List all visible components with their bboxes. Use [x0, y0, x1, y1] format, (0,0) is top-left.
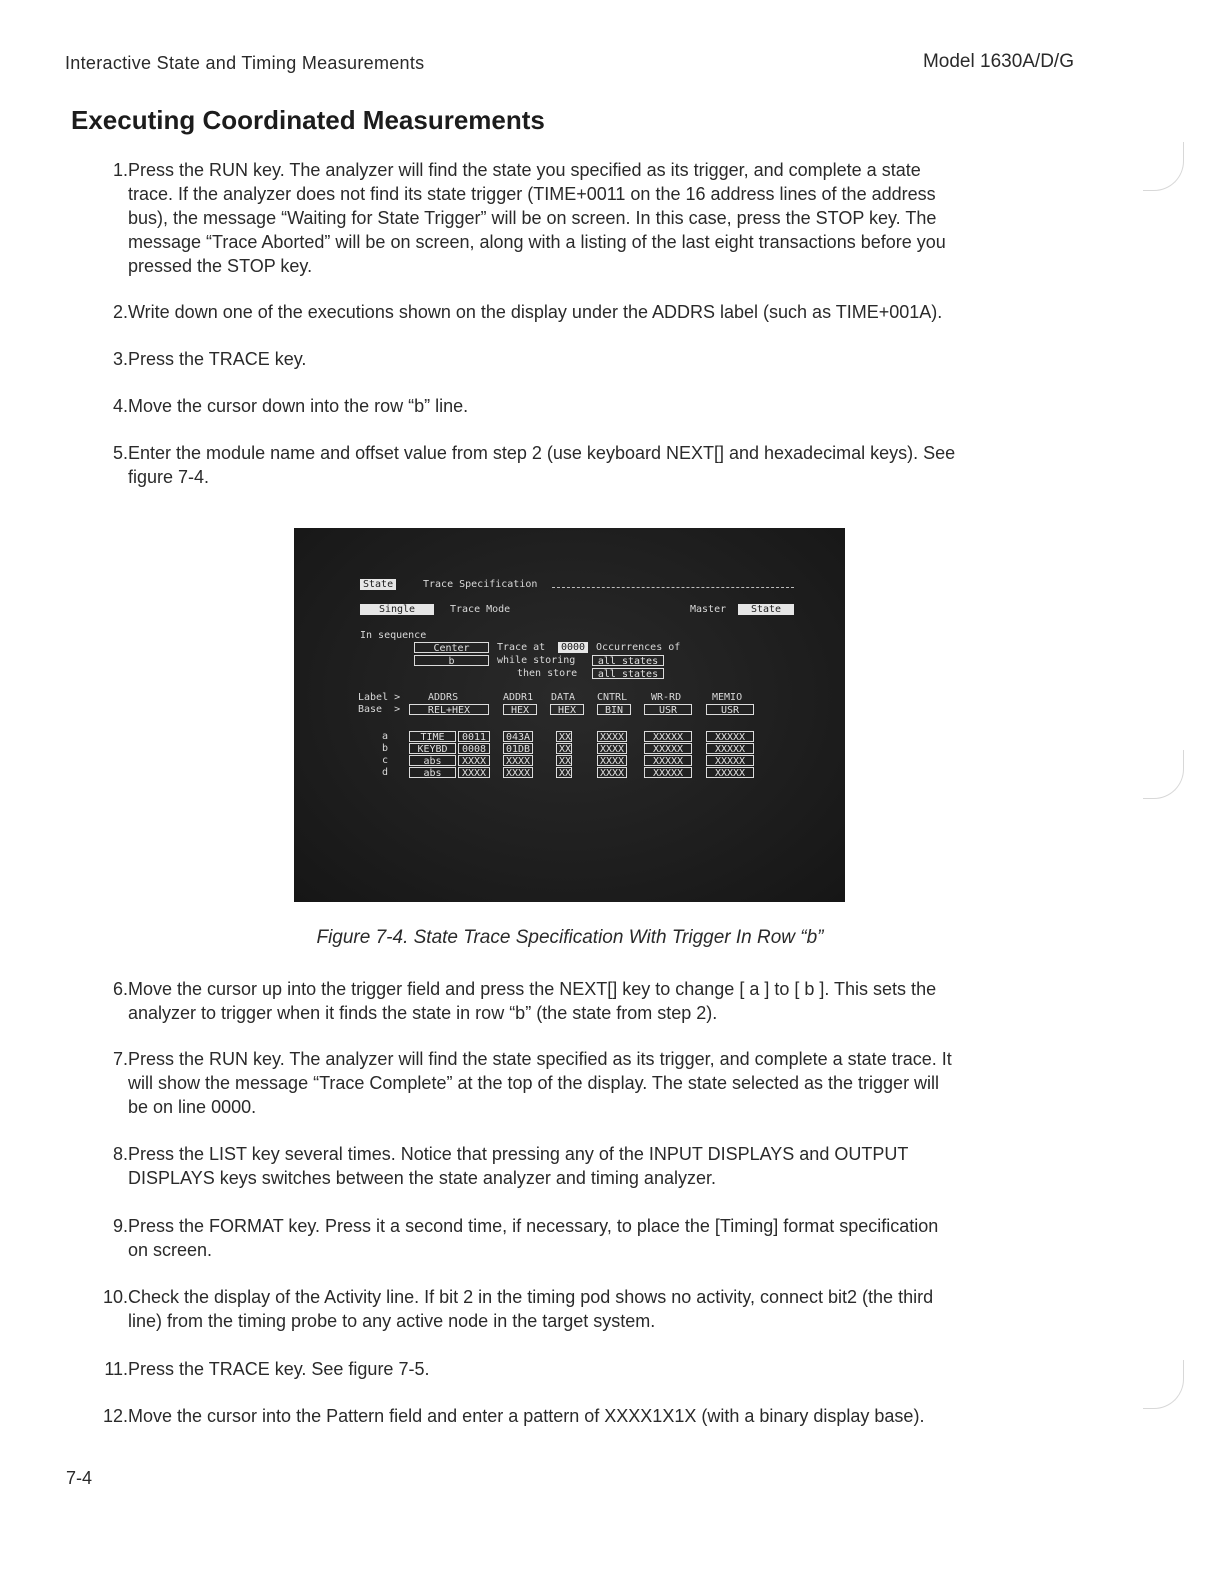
- step-line: Press the RUN key. The analyzer will find the state you specified as its trigger, and complete a state: [128, 160, 921, 180]
- step-12: [96, 1404, 1076, 1428]
- store-field-2: all states: [592, 668, 664, 679]
- binder-hole-mark: [1143, 1360, 1184, 1409]
- label-memio: MEMIO: [712, 692, 743, 703]
- step-number: 5.: [112, 443, 128, 463]
- data-field: XX: [556, 767, 572, 778]
- step-line: line) from the timing probe to any active node in the target system.: [128, 1311, 656, 1331]
- step-number: 4.: [112, 396, 128, 416]
- page-number: 7-4: [66, 1468, 93, 1488]
- base-data: HEX: [550, 704, 584, 715]
- trace-at-label: Trace at: [497, 642, 546, 653]
- master-field: State: [738, 604, 794, 615]
- module-field: KEYBD: [409, 743, 456, 754]
- base-addr1: HEX: [503, 704, 537, 715]
- step-line: trace. If the analyzer does not find its state trigger (TIME+0011 on the 16 address lines of the address: [128, 184, 936, 204]
- step-3: [96, 347, 1076, 371]
- page-header-right: Model 1630A/D/G: [922, 51, 1074, 72]
- label-prefix: Label >: [358, 692, 401, 703]
- data-field: XX: [556, 755, 572, 766]
- trace-mode-field: Single: [360, 604, 434, 615]
- module-field: abs: [409, 767, 456, 778]
- step-9: [96, 1214, 1076, 1262]
- label-addr1: ADDR1: [503, 692, 534, 703]
- offset-field: XXXX: [458, 767, 490, 778]
- occurrence-count: 0000: [558, 642, 588, 653]
- binder-hole-mark: [1143, 142, 1184, 191]
- step-8: [96, 1142, 1076, 1190]
- binder-hole-mark: [1143, 750, 1184, 799]
- in-sequence-label: In sequence: [360, 630, 427, 641]
- row-letter-c: c: [382, 755, 389, 766]
- offset-field: 0011: [458, 731, 490, 742]
- step-text: [128, 300, 1073, 324]
- data-field: XX: [556, 743, 572, 754]
- row-letter-a: a: [382, 731, 389, 742]
- cntrl-field: XXXX: [597, 731, 627, 742]
- step-number: 8.: [112, 1144, 128, 1164]
- step-7: [96, 1047, 1076, 1119]
- step-line: Press the TRACE key. See figure 7-5.: [128, 1359, 430, 1379]
- step-number: 12.: [102, 1406, 128, 1426]
- step-line: be on line 0000.: [128, 1097, 257, 1117]
- step-line: figure 7-4.: [128, 467, 210, 487]
- master-label: Master: [690, 604, 727, 615]
- while-storing-label: while storing: [497, 655, 576, 666]
- state-tag: State: [360, 579, 396, 590]
- step-11: [96, 1357, 1076, 1381]
- step-line: Move the cursor down into the row “b” line.: [128, 396, 469, 416]
- step-number: 6.: [112, 979, 128, 999]
- step-text: [128, 1357, 1073, 1381]
- step-5: [96, 441, 1076, 489]
- step-number: 9.: [112, 1216, 128, 1236]
- base-cntrl: BIN: [597, 704, 631, 715]
- step-line: Press the RUN key. The analyzer will find the state specified as its trigger, and complete a state trace. It: [128, 1049, 952, 1069]
- step-line: pressed the STOP key.: [128, 256, 313, 276]
- memio-field: XXXXX: [706, 767, 754, 778]
- offset-field: 0008: [458, 743, 490, 754]
- step-text: [128, 1404, 1073, 1428]
- label-addrs: ADDRS: [428, 692, 459, 703]
- row-letter-b: b: [382, 743, 389, 754]
- step-number: 11.: [104, 1359, 128, 1379]
- step-line: Check the display of the Activity line. If bit 2 in the timing pod shows no activity, connect bit2 (the third: [128, 1287, 934, 1307]
- step-line: analyzer to trigger when it finds the state in row “b” (the state from step 2).: [128, 1003, 718, 1023]
- step-number: 1.: [112, 160, 128, 180]
- offset-field: XXXX: [458, 755, 490, 766]
- step-1: [96, 158, 1076, 278]
- step-number: 2.: [112, 302, 128, 322]
- step-text: [128, 347, 1073, 371]
- base-addrs: REL+HEX: [409, 704, 489, 715]
- step-text: [128, 1214, 1073, 1262]
- data-field: XX: [556, 731, 572, 742]
- step-line: Move the cursor into the Pattern field and enter a pattern of XXXX1X1X (with a binary display base).: [128, 1406, 925, 1426]
- step-line: Write down one of the executions shown on the display under the ADDRS label (such as TIME+001A).: [128, 302, 943, 322]
- step-text: [128, 394, 1073, 418]
- step-number: 7.: [112, 1049, 128, 1069]
- base-wr-rd: USR: [644, 704, 692, 715]
- step-line: message “Trace Aborted” will be on screen, along with a listing of the last eight transactions before you: [128, 232, 946, 252]
- cntrl-field: XXXX: [597, 755, 627, 766]
- addr1-field: 043A: [503, 731, 533, 742]
- label-wr-rd: WR-RD: [651, 692, 682, 703]
- step-line: Press the LIST key several times. Notice that pressing any of the INPUT DISPLAYS and OUTPUT: [128, 1144, 909, 1164]
- module-field: abs: [409, 755, 456, 766]
- step-line: Move the cursor up into the trigger field and press the NEXT[] key to change [ a ] to [ b ]. This sets the: [128, 979, 937, 999]
- step-line: will show the message “Trace Complete” at the top of the display. The state selected as the trigger will: [128, 1073, 940, 1093]
- section-title: Executing Coordinated Measurements: [71, 105, 545, 135]
- base-memio: USR: [706, 704, 754, 715]
- memio-field: XXXXX: [706, 731, 754, 742]
- trace-mode-label: Trace Mode: [450, 604, 511, 615]
- step-text: [128, 441, 1073, 489]
- trigger-row-field: b: [414, 655, 489, 666]
- step-line: on screen.: [128, 1240, 213, 1260]
- wr-rd-field: XXXXX: [644, 731, 692, 742]
- step-text: [128, 977, 1073, 1025]
- label-cntrl: CNTRL: [597, 692, 628, 703]
- figure-caption: Figure 7-4. State Trace Specification With Trigger In Row “b”: [316, 927, 824, 948]
- occurrences-label: Occurrences of: [596, 642, 681, 653]
- base-prefix: Base >: [358, 704, 401, 715]
- memio-field: XXXXX: [706, 755, 754, 766]
- addr1-field: XXXX: [503, 755, 533, 766]
- analyzer-screen-figure: [294, 528, 845, 902]
- cntrl-field: XXXX: [597, 767, 627, 778]
- wr-rd-field: XXXXX: [644, 743, 692, 754]
- step-text: [128, 158, 1073, 278]
- step-6: [96, 977, 1076, 1025]
- step-line: Press the FORMAT key. Press it a second time, if necessary, to place the [Timing] format specification: [128, 1216, 939, 1236]
- step-text: [128, 1142, 1073, 1190]
- page-header-left: Interactive State and Timing Measurements: [65, 53, 425, 73]
- step-text: [128, 1047, 1073, 1119]
- step-line: Enter the module name and offset value from step 2 (use keyboard NEXT[] and hexadecimal keys). See: [128, 443, 956, 463]
- step-text: [128, 1285, 1073, 1333]
- step-2: [96, 300, 1076, 324]
- wr-rd-field: XXXXX: [644, 767, 692, 778]
- step-line: DISPLAYS keys switches between the state analyzer and timing analyzer.: [128, 1168, 716, 1188]
- memio-field: XXXXX: [706, 743, 754, 754]
- step-4: [96, 394, 1076, 418]
- step-number: 10.: [102, 1287, 128, 1307]
- addr1-field: 01DB: [503, 743, 533, 754]
- wr-rd-field: XXXXX: [644, 755, 692, 766]
- center-field: Center: [414, 642, 489, 653]
- row-letter-d: d: [382, 767, 389, 778]
- store-field-1: all states: [592, 655, 664, 666]
- module-field: TIME: [409, 731, 456, 742]
- step-line: Press the TRACE key.: [128, 349, 307, 369]
- then-store-label: then store: [517, 668, 578, 679]
- addr1-field: XXXX: [503, 767, 533, 778]
- title-rule: [552, 587, 794, 588]
- label-data: DATA: [551, 692, 576, 703]
- step-line: bus), the message “Waiting for State Trigger” will be on screen. In this case, press the STOP key. The: [128, 208, 937, 228]
- step-number: 3.: [112, 349, 128, 369]
- spec-title: Trace Specification: [423, 579, 538, 590]
- cntrl-field: XXXX: [597, 743, 627, 754]
- step-10: [96, 1285, 1076, 1333]
